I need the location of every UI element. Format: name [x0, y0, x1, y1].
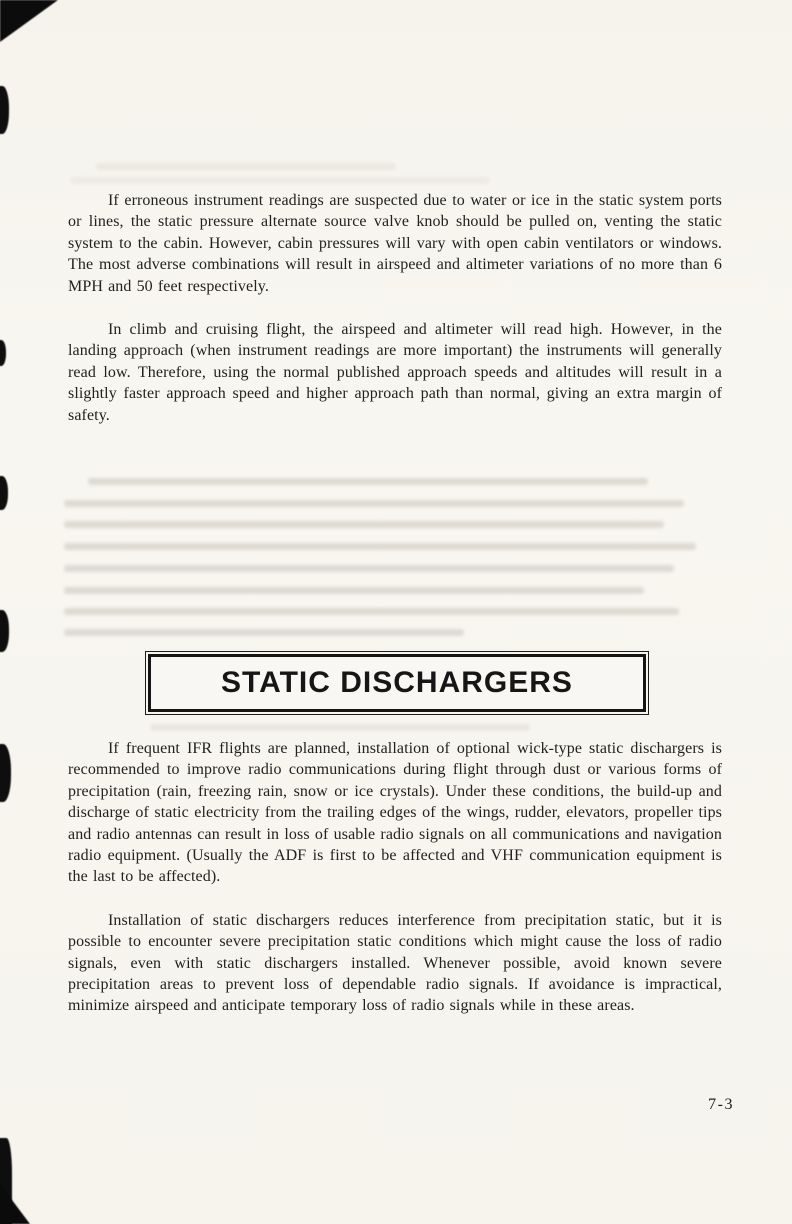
body-paragraph: If erroneous instrument readings are suspected due to water or ice in the static system ports or lines, the static pressure alternate source valve knob should be pulled on, venting the static system to the cabin. However, cabin pressures will vary with open cabin ventilators or windows. The most adverse combinations will result in airspeed and altimeter variations of no more than 6 MPH and 50 feet respectively.: [68, 192, 722, 295]
scan-artifact-edge-mark: [0, 744, 11, 802]
bleedthrough-text: [88, 478, 648, 485]
section-heading: STATIC DISCHARGERS: [221, 666, 573, 699]
scan-artifact-edge-mark: [0, 610, 9, 652]
intro-text-block: [68, 190, 722, 426]
scan-artifact-top-left-corner: [0, 0, 58, 42]
bleedthrough-text: [150, 724, 530, 731]
scan-artifact-edge-mark: [0, 476, 8, 510]
section-heading-box: [148, 654, 646, 712]
scan-artifact-edge-mark: [0, 86, 9, 134]
static-dischargers-text-block: [68, 738, 722, 1017]
body-paragraph: Installation of static dischargers reduces interference from precipitation static, but it is possible to encounter severe precipitation static conditions which might cause the loss of radio signals, even with static dischargers installed. Whenever possible, avoid known severe precipitation areas to prevent loss of dependable radio signals. If avoidance is impractical, minimize airspeed and anticipate temporary loss of radio signals while in these areas.: [68, 911, 722, 1015]
bleedthrough-text: [64, 521, 664, 528]
bleedthrough-text: [64, 565, 674, 572]
bleedthrough-text: [70, 177, 490, 184]
body-paragraph: If frequent IFR flights are planned, installation of optional wick-type static dischargers is recommended to improve radio communications during flight through dust or various forms of precipitation (rain, freezing rain, snow or ice crystals). Under these conditions, the build-up and discharge of static electricity from the trailing edges of the wings, rudder, elevators, propeller tips and radio antennas can result in loss of usable radio signals on all communications and navigation radio equipment. (Usually the ADF is first to be affected and VHF communication equipment is the last to be affected).: [68, 740, 722, 886]
bleedthrough-text: [64, 543, 696, 550]
scan-artifact-bottom-left-corner: [0, 1184, 30, 1224]
bleedthrough-text: [64, 629, 464, 636]
bleedthrough-text: [96, 163, 396, 170]
body-paragraph: In climb and cruising flight, the airspeed and altimeter will read high. However, in the landing approach (when instrument readings are more important) the instruments will generally read low. Therefore, using the normal published approach speeds and altitudes will result in a slightly faster approach speed and higher approach path than normal, giving an extra margin of safety.: [68, 321, 722, 424]
scan-artifact-edge-mark: [0, 340, 6, 366]
bleedthrough-text: [64, 587, 644, 594]
bleedthrough-text: [64, 608, 679, 615]
page-number: 7-3: [708, 1096, 734, 1113]
bleedthrough-text: [64, 500, 684, 507]
